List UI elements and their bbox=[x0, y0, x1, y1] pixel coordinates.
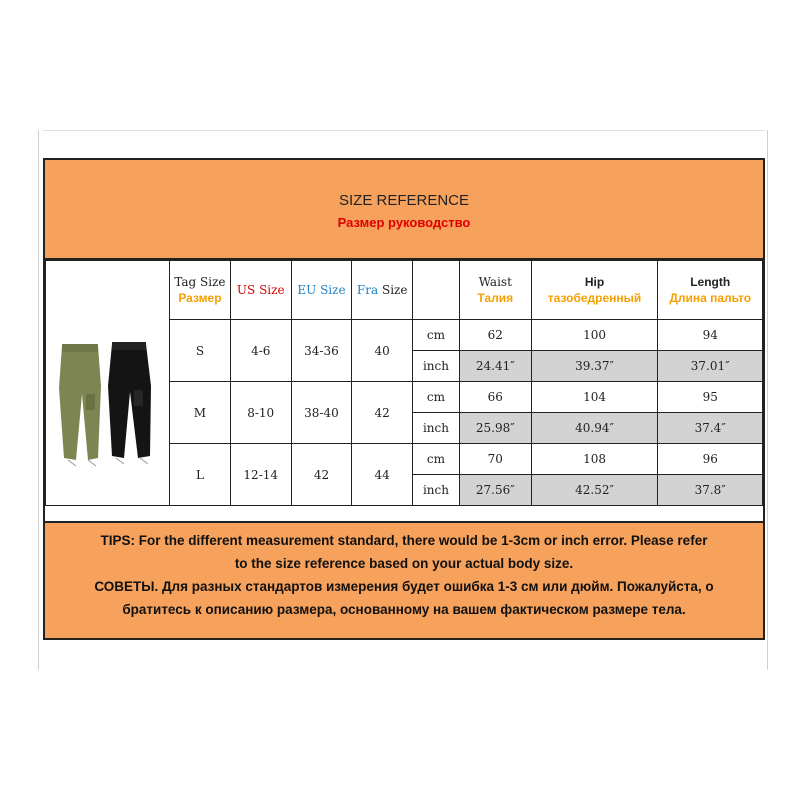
length-inch-cell: 37.4″ bbox=[658, 413, 763, 444]
fra-size-prefix: Fra bbox=[356, 283, 379, 297]
length-cm-cell: 94 bbox=[658, 320, 763, 351]
eu-cell: 34-36 bbox=[291, 320, 352, 382]
tips-panel bbox=[45, 521, 763, 638]
col-length bbox=[658, 261, 763, 320]
length-cm-cell: 95 bbox=[658, 382, 763, 413]
tips-line-4: братитесь к описанию размера, основанному на вашем фактическом размере тела. bbox=[122, 602, 686, 617]
eu-cell: 38-40 bbox=[291, 382, 352, 444]
unit-cm-cell: cm bbox=[413, 382, 460, 413]
waist-inch-cell: 27.56″ bbox=[459, 475, 531, 506]
black-pants-icon bbox=[108, 342, 151, 464]
hip-label: Hip bbox=[584, 275, 605, 289]
waist-cm-cell: 62 bbox=[459, 320, 531, 351]
product-image bbox=[46, 261, 170, 506]
us-cell: 8-10 bbox=[230, 382, 291, 444]
green-pants-icon bbox=[59, 344, 101, 466]
waist-inch-cell: 24.41″ bbox=[459, 351, 531, 382]
us-cell: 4-6 bbox=[230, 320, 291, 382]
length-cm-cell: 96 bbox=[658, 444, 763, 475]
length-ru-label: Длина пальто bbox=[669, 291, 752, 305]
hip-cm-cell: 104 bbox=[531, 382, 658, 413]
hip-inch-cell: 42.52″ bbox=[531, 475, 658, 506]
hip-cm-cell: 108 bbox=[531, 444, 658, 475]
waist-inch-cell: 25.98″ bbox=[459, 413, 531, 444]
col-eu-size bbox=[291, 261, 352, 320]
tag-cell: M bbox=[170, 382, 231, 444]
col-us-size bbox=[230, 261, 291, 320]
us-cell: 12-14 bbox=[230, 444, 291, 506]
eu-size-suffix: Size bbox=[320, 283, 346, 297]
pants-illustration bbox=[46, 282, 169, 482]
tag-cell: L bbox=[170, 444, 231, 506]
chart-subtitle: Размер руководство bbox=[337, 215, 471, 230]
size-chart bbox=[43, 158, 765, 640]
unit-cm-cell: cm bbox=[413, 320, 460, 351]
chart-header bbox=[45, 160, 763, 260]
right-guide-line bbox=[767, 130, 768, 670]
size-table bbox=[45, 260, 763, 506]
hip-ru-label: тазобедренный bbox=[547, 291, 642, 305]
tips-line-3: СОВЕТЫ. Для разных стандартов измерения будет ошибка 1-3 см или дюйм. Пожалуйста, о bbox=[94, 579, 714, 594]
left-guide-line bbox=[38, 130, 39, 670]
length-inch-cell: 37.8″ bbox=[658, 475, 763, 506]
col-fra-size bbox=[352, 261, 413, 320]
hip-inch-cell: 39.37″ bbox=[531, 351, 658, 382]
eu-cell: 42 bbox=[291, 444, 352, 506]
hip-inch-cell: 40.94″ bbox=[531, 413, 658, 444]
unit-cm-cell: cm bbox=[413, 444, 460, 475]
unit-inch-cell: inch bbox=[413, 351, 460, 382]
tag-size-ru-label: Размер bbox=[178, 291, 222, 305]
length-inch-cell: 37.01″ bbox=[658, 351, 763, 382]
col-tag-size bbox=[170, 261, 231, 320]
tag-cell: S bbox=[170, 320, 231, 382]
fra-cell: 44 bbox=[352, 444, 413, 506]
chart-title: SIZE REFERENCE bbox=[338, 192, 470, 209]
top-guide-line bbox=[43, 130, 765, 131]
hip-cm-cell: 100 bbox=[531, 320, 658, 351]
fra-cell: 40 bbox=[352, 320, 413, 382]
us-size-prefix: US bbox=[236, 283, 256, 297]
tips-line-2: to the size reference based on your actual body size. bbox=[234, 556, 574, 571]
table-header-row bbox=[46, 261, 763, 320]
waist-label: Waist bbox=[478, 275, 512, 289]
tips-line-1: TIPS: For the different measurement standard, there would be 1-3cm or inch error. Please refer bbox=[100, 533, 708, 548]
col-hip bbox=[531, 261, 658, 320]
waist-cm-cell: 70 bbox=[459, 444, 531, 475]
fra-size-suffix: Size bbox=[381, 283, 408, 297]
fra-cell: 42 bbox=[352, 382, 413, 444]
col-waist bbox=[459, 261, 531, 320]
waist-ru-label: Талия bbox=[477, 291, 514, 305]
unit-inch-cell: inch bbox=[413, 413, 460, 444]
us-size-suffix: Size bbox=[259, 283, 285, 297]
unit-inch-cell: inch bbox=[413, 475, 460, 506]
eu-size-prefix: EU bbox=[297, 283, 317, 297]
tag-size-label: Tag Size bbox=[174, 275, 226, 289]
waist-cm-cell: 66 bbox=[459, 382, 531, 413]
col-unit bbox=[413, 261, 460, 320]
length-label: Length bbox=[690, 275, 731, 289]
